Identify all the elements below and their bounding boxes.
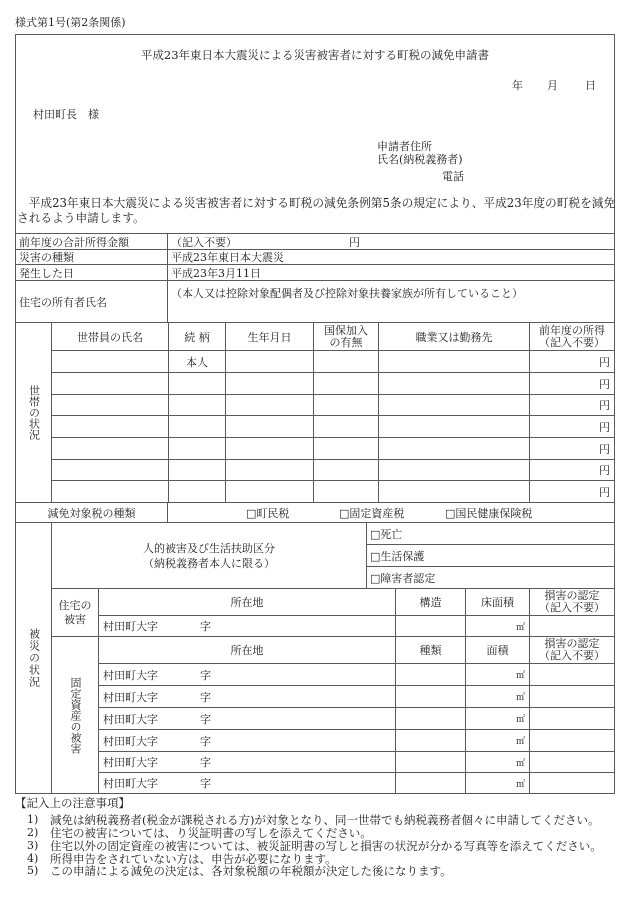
disaster-type-label: 災害の種類 — [19, 251, 74, 264]
household-row — [51, 415, 615, 438]
aza-label: 字 — [200, 734, 211, 748]
header-occupation-text: 職業又は勤務先 — [415, 330, 493, 344]
tax-types-label-cell — [15, 502, 168, 523]
household-row — [51, 480, 615, 503]
square-meter-unit: ㎡ — [515, 622, 525, 633]
personal-damage-label: 人的被害及び生活扶助区分 （納税義務者本人に限る） — [143, 541, 275, 570]
disaster-section-label-cell — [15, 522, 52, 794]
damage-assessment-cell — [529, 751, 615, 773]
notes-title: 【記入上の注意事項】 — [15, 796, 130, 810]
income-total-unit: 円 — [349, 235, 360, 249]
header-area — [465, 636, 530, 664]
aza-label: 字 — [200, 690, 211, 704]
header-damage-assessment — [529, 588, 615, 616]
insurance-cell — [313, 394, 379, 416]
note-number: 1) — [27, 813, 39, 826]
fixed-asset-row — [98, 663, 615, 686]
fixed-asset-row — [98, 707, 615, 730]
location-cell — [98, 729, 396, 752]
disaster-type-label-cell — [15, 249, 168, 265]
location-cell — [98, 751, 396, 773]
occurrence-date-label-cell — [15, 264, 168, 281]
note-text: 住宅の被害については、り災証明書の写しを添えてください。 — [50, 826, 372, 840]
area-cell — [465, 685, 530, 708]
disaster-type-value: 平成23年東日本大震災 — [171, 251, 284, 264]
location-cell — [98, 772, 396, 794]
relation-cell — [168, 480, 226, 503]
location-prefix: 村田町大字 — [103, 756, 158, 769]
fixed-asset-damage-label: 固定資産の被害 — [69, 676, 82, 754]
note-text: 住宅以外の固定資産の被害については、被災証明書の写しと損害の状況が分かる写真等を添えてください。 — [50, 839, 602, 853]
birthdate-cell — [225, 480, 314, 503]
prior-income-cell — [529, 350, 615, 373]
header-location — [98, 636, 396, 664]
member-name-cell — [51, 372, 169, 395]
kind-cell — [395, 663, 466, 686]
header-kind-text: 種類 — [419, 644, 442, 657]
birthdate-cell — [225, 415, 314, 438]
prior-income-cell — [529, 437, 615, 460]
household-header-row — [51, 322, 615, 351]
tax-types-label: 減免対象税の種類 — [47, 506, 136, 520]
household-section-label: 世帯の状況 — [27, 385, 41, 440]
insurance-cell — [313, 437, 379, 460]
header-damage-assessment — [529, 636, 615, 664]
square-meter-unit: ㎡ — [515, 758, 525, 769]
header-member-name-text: 世帯員の氏名 — [77, 330, 143, 344]
area-cell — [465, 751, 530, 773]
header-floor-area — [465, 588, 530, 616]
birthdate-cell — [225, 372, 314, 395]
prior-income-cell — [529, 459, 615, 481]
fixed-asset-row — [98, 751, 615, 773]
relation-cell — [168, 372, 226, 395]
personal-option-cell — [366, 566, 615, 589]
date-month-label: 月 — [547, 79, 558, 92]
location-prefix: 村田町大字 — [103, 620, 158, 633]
personal-damage-label-cell — [51, 522, 367, 589]
applicant-name-label: 氏名(納税義務者) — [377, 153, 463, 166]
yen-unit: 円 — [599, 377, 610, 391]
relation-cell — [168, 350, 226, 373]
form-number: 様式第1号(第2条関係) — [15, 16, 126, 29]
fixed-asset-row — [98, 685, 615, 708]
square-meter-unit: ㎡ — [515, 693, 525, 703]
kind-cell — [395, 751, 466, 773]
location-prefix: 村田町大字 — [103, 712, 158, 726]
location-cell — [98, 707, 396, 730]
floor-area-cell — [465, 615, 530, 637]
income-total-label-cell — [15, 233, 168, 250]
structure-cell — [395, 615, 466, 637]
kind-cell — [395, 729, 466, 752]
header-damage-assessment-text: 損害の認定 （記入不要） — [539, 637, 605, 662]
occurrence-date-value: 平成23年3月11日 — [171, 266, 261, 280]
occurrence-date-label: 発生した日 — [19, 266, 74, 280]
disaster-type-value-cell — [167, 249, 615, 265]
income-total-note: （記入不要） — [171, 235, 237, 249]
insurance-cell — [313, 415, 379, 438]
option-welfare: □生活保護 — [370, 549, 425, 563]
occupation-cell — [378, 372, 530, 395]
income-total-label: 前年度の合計所得金額 — [19, 235, 129, 249]
aza-label: 字 — [200, 668, 211, 682]
kind-cell — [395, 685, 466, 708]
yen-unit: 円 — [599, 464, 610, 477]
yen-unit: 円 — [599, 442, 610, 456]
fixed-asset-header-row — [98, 636, 615, 664]
damage-assessment-cell — [529, 772, 615, 794]
note-text: 所得申告をされていない方は、申告が必要になります。 — [50, 852, 337, 866]
square-meter-unit: ㎡ — [515, 779, 525, 790]
statement-line-2: されるよう申請します。 — [17, 211, 145, 225]
prior-income-cell — [529, 415, 615, 438]
personal-option-cell — [366, 544, 615, 567]
birthdate-cell — [225, 437, 314, 460]
aza-label: 字 — [200, 756, 211, 769]
relation-value: 本人 — [186, 355, 208, 369]
house-damage-label-cell — [51, 588, 99, 637]
birthdate-cell — [225, 350, 314, 373]
yen-unit: 円 — [599, 485, 610, 499]
location-prefix: 村田町大字 — [103, 690, 158, 704]
header-damage-assessment-text: 損害の認定 （記入不要） — [539, 589, 605, 614]
income-total-value-cell — [167, 233, 615, 250]
damage-assessment-cell — [529, 663, 615, 686]
addressee: 村田町長 様 — [33, 108, 99, 121]
header-location-text: 所在地 — [230, 596, 264, 609]
tax-option-health-insurance-tax: □国民健康保険税 — [445, 506, 533, 520]
house-damage-label: 住宅の 被害 — [58, 598, 92, 626]
fixed-asset-damage-label-cell — [51, 636, 99, 794]
house-header-row — [98, 588, 615, 616]
header-location-text: 所在地 — [230, 644, 264, 657]
header-kind — [395, 636, 466, 664]
area-cell — [465, 663, 530, 686]
tax-types-options-cell — [167, 502, 615, 523]
fixed-asset-row — [98, 729, 615, 752]
member-name-cell — [51, 480, 169, 503]
area-cell — [465, 729, 530, 752]
aza-label: 字 — [200, 777, 211, 790]
date-year-label: 年 — [512, 79, 523, 92]
note-text: この申請による減免の決定は、各対象税額の年税額が決定した後になります。 — [50, 864, 452, 878]
yen-unit: 円 — [599, 420, 610, 434]
house-owner-note: （本人又は控除対象配偶者及び控除対象扶養家族が所有していること） — [171, 287, 523, 300]
damage-assessment-cell — [529, 685, 615, 708]
header-area-text: 面積 — [486, 644, 509, 657]
note-number: 2) — [27, 826, 39, 839]
birthdate-cell — [225, 459, 314, 481]
house-row — [98, 615, 615, 637]
header-prior-income-text: 前年度の所得 （記入不要） — [539, 323, 605, 349]
applicant-phone-label: 電話 — [442, 170, 464, 183]
form-title: 平成23年東日本大震災による災害被害者に対する町税の減免申請書 — [140, 48, 490, 62]
relation-cell — [168, 394, 226, 416]
occurrence-date-value-cell — [167, 264, 615, 281]
insurance-cell — [313, 350, 379, 373]
statement-line-1: 平成23年東日本大震災による災害被害者に対する町税の減免条例第5条の規定により、平成23年度の町税を減免 — [17, 196, 616, 210]
insurance-cell — [313, 459, 379, 481]
insurance-cell — [313, 372, 379, 395]
location-prefix: 村田町大字 — [103, 668, 158, 682]
member-name-cell — [51, 415, 169, 438]
area-cell — [465, 707, 530, 730]
applicant-address-label: 申請者住所 — [377, 140, 432, 153]
note-number: 4) — [27, 852, 39, 865]
header-structure — [395, 588, 466, 616]
option-disability: □障害者認定 — [370, 571, 436, 585]
member-name-cell — [51, 437, 169, 460]
header-floor-area-text: 床面積 — [481, 596, 514, 609]
house-owner-label-cell — [15, 280, 168, 323]
house-owner-label: 住宅の所有者氏名 — [19, 295, 107, 309]
header-insurance — [313, 322, 379, 351]
header-structure-text: 構造 — [419, 596, 442, 609]
relation-cell — [168, 437, 226, 460]
yen-unit: 円 — [599, 399, 610, 412]
aza-label: 字 — [200, 620, 211, 633]
prior-income-cell — [529, 480, 615, 503]
occupation-cell — [378, 350, 530, 373]
header-location — [98, 588, 396, 616]
square-meter-unit: ㎡ — [515, 715, 525, 725]
location-prefix: 村田町大字 — [103, 734, 158, 748]
location-cell — [98, 663, 396, 686]
note-text: 減免は納税義務者(税金が課税される方)が対象となり、同一世帯でも納税義務者個々に申請してください。 — [50, 813, 600, 827]
header-relation — [168, 322, 226, 351]
date-day-label: 日 — [585, 79, 596, 92]
note-number: 3) — [27, 839, 39, 852]
header-member-name — [51, 322, 169, 351]
damage-assessment-cell — [529, 729, 615, 752]
kind-cell — [395, 707, 466, 730]
occupation-cell — [378, 415, 530, 438]
member-name-cell — [51, 350, 169, 373]
aza-label: 字 — [200, 712, 211, 726]
fixed-asset-row — [98, 772, 615, 794]
prior-income-cell — [529, 372, 615, 395]
house-owner-value-cell — [167, 280, 615, 323]
household-section-label-cell — [15, 322, 52, 503]
occupation-cell — [378, 437, 530, 460]
birthdate-cell — [225, 394, 314, 416]
relation-cell — [168, 459, 226, 481]
header-occupation — [378, 322, 530, 351]
option-death: □死亡 — [370, 527, 403, 541]
occupation-cell — [378, 459, 530, 481]
member-name-cell — [51, 394, 169, 416]
header-birthdate-text: 生年月日 — [247, 330, 292, 344]
yen-unit: 円 — [599, 355, 610, 369]
header-relation-text: 続 柄 — [184, 330, 210, 344]
prior-income-cell — [529, 394, 615, 416]
occupation-cell — [378, 480, 530, 503]
insurance-cell — [313, 480, 379, 503]
kind-cell — [395, 772, 466, 794]
occupation-cell — [378, 394, 530, 416]
location-cell — [98, 685, 396, 708]
square-meter-unit: ㎡ — [515, 737, 525, 747]
household-row — [51, 372, 615, 395]
square-meter-unit: ㎡ — [515, 671, 525, 681]
area-cell — [465, 772, 530, 794]
note-number: 5) — [27, 864, 39, 877]
relation-cell — [168, 415, 226, 438]
location-cell — [98, 615, 396, 637]
disaster-section-label: 被災の状況 — [27, 628, 41, 688]
header-insurance-text: 国保加入 の有無 — [324, 323, 368, 349]
damage-assessment-cell — [529, 615, 615, 637]
household-row — [51, 459, 615, 481]
household-row — [51, 350, 615, 373]
personal-option-cell — [366, 522, 615, 545]
damage-assessment-cell — [529, 707, 615, 730]
header-prior-income — [529, 322, 615, 351]
member-name-cell — [51, 459, 169, 481]
location-prefix: 村田町大字 — [103, 777, 158, 790]
household-row — [51, 394, 615, 416]
tax-option-fixed-asset-tax: □固定資産税 — [339, 506, 405, 520]
household-row — [51, 437, 615, 460]
header-birthdate — [225, 322, 314, 351]
tax-option-town-tax: □町民税 — [246, 506, 290, 520]
